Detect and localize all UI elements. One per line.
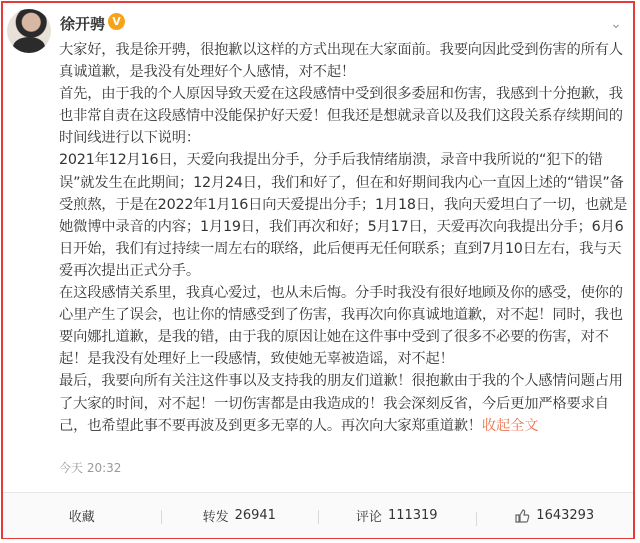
comment-label: 评论 — [355, 510, 382, 525]
repost-label: 转发 — [202, 510, 229, 525]
action-bar — [3, 492, 633, 538]
comment-count: 111319 — [387, 508, 438, 523]
thumbs-up-icon — [514, 508, 530, 524]
post-timestamp: 今天 20:32 — [59, 461, 122, 475]
post-paragraph-last — [59, 370, 631, 436]
verified-badge-icon: V — [108, 13, 125, 30]
avatar[interactable] — [7, 9, 51, 53]
repost-count: 26941 — [234, 508, 276, 523]
post-paragraph: 2021年12月16日，天爱向我提出分手，分手后我情绪崩溃，录音中我所说的“犯下的错误”就发生在此期间；12月24日，我们和好了，但在和好期间我内心一直因上述的“错误”备受煎熬，于是在2022年1月16日向天爱提出分手；1月18日，我向天爱坦白了一切，也就是她微博中录音的内容；1月19日，我们再次和好；5月17日，天爱再次向我提出分手；6月6日开始，我们有过持续一周左右的联络，此后便再无任何联系；直到7月10日左右，我与天爱再次提出正式分手。 — [59, 152, 628, 279]
author-name[interactable]: 徐开骋 — [60, 15, 106, 33]
favorite-label: 收藏 — [68, 510, 95, 525]
favorite-button[interactable] — [3, 506, 161, 525]
chevron-down-icon[interactable]: ⌄ — [610, 16, 622, 32]
like-count: 1643293 — [536, 508, 595, 523]
weibo-post-card — [1, 1, 635, 539]
post-paragraph: 在这段感情关系里，我真心爱过，也从未后悔。分手时我没有很好地顾及你的感受，使你的心里产生了误会，也让你的情感受到了伤害，我再次向你真诚地道歉，对不起！同时，我也要向娜扎道歉，是我的错，由于我的原因让她在这件事中受到了很多不必要的伤害，对不起！是我没有处理好上一段感情，致使她无辜被造谣，对不起！ — [59, 285, 623, 368]
like-button[interactable] — [476, 508, 634, 524]
repost-button[interactable] — [161, 506, 319, 525]
post-paragraph: 大家好，我是徐开骋，很抱歉以这样的方式出现在大家面前。我要向因此受到伤害的所有人真诚道歉，是我没有处理好个人感情，对不起！ — [59, 42, 623, 81]
post-body — [59, 39, 631, 437]
post-paragraph: 首先，由于我的个人原因导致天爱在这段感情中受到很多委屈和伤害，我感到十分抱歉，我也非常自责在这段感情中没能保护好天爱！但我还是想就录音以及我们这段关系存续期间的时间线进行以下说明： — [59, 86, 623, 147]
comment-button[interactable] — [318, 506, 476, 525]
collapse-link[interactable]: 收起全文 — [481, 417, 539, 434]
post-paragraph-text: 最后，我要向所有关注这件事以及支持我的朋友们道歉！很抱歉由于我的个人感情问题占用了大家的时间，对不起！一切伤害都是由我造成的！我会深刻反省，今后更加严格要求自己，也希望此事不要再波及到更多无辜的人。再次向大家郑重道歉！ — [59, 373, 623, 434]
